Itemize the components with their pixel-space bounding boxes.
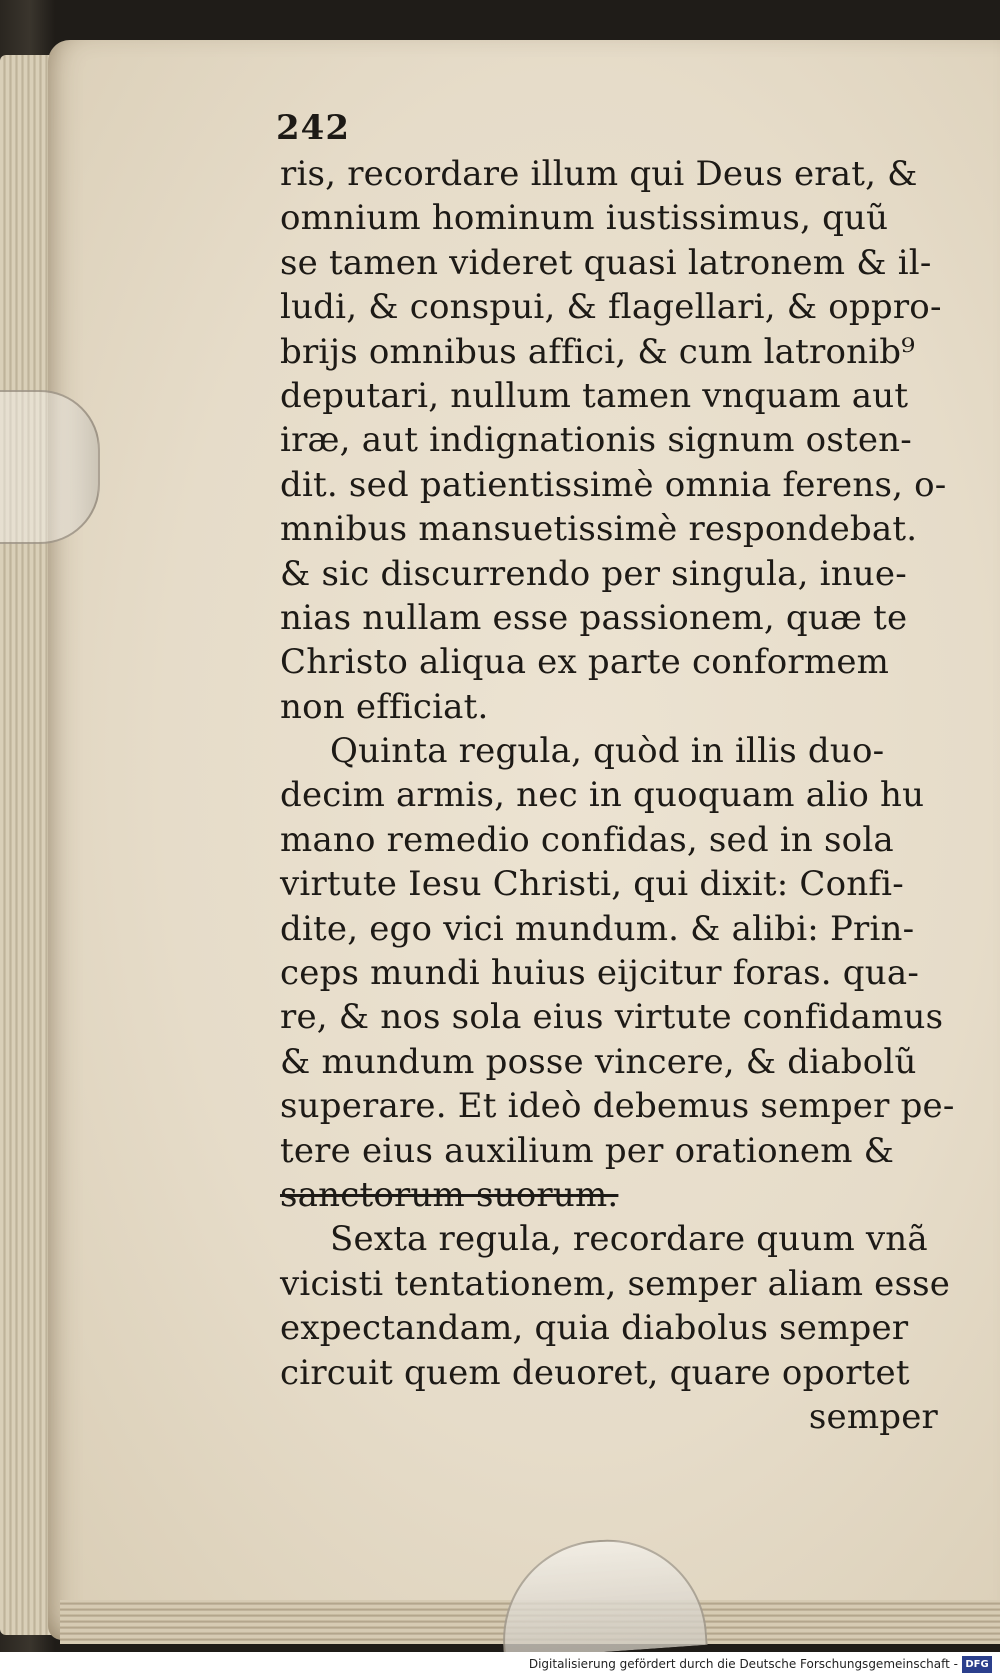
struck-through-line: sanctorum suorum. [280, 1174, 619, 1215]
text-line: brijs omnibus affici, & cum latronib⁹ [280, 331, 916, 372]
text-line: mnibus mansuetissimè respondebat. [280, 509, 918, 550]
text-line: ludi, & conspui, & flagellari, & oppro- [280, 287, 942, 328]
text-line: circuit quem deuoret, quare oportet [280, 1352, 910, 1393]
text-line: re, & nos sola eius virtute confidamus [280, 997, 944, 1038]
text-line: vicisti tentationem, semper aliam esse [280, 1263, 951, 1304]
page-text [280, 152, 960, 1439]
text-line: tere eius auxilium per orationem & [280, 1130, 895, 1171]
paragraph-start-line: Quinta regula, quòd in illis duo- [330, 731, 885, 772]
text-line: expectandam, quia diabolus semper [280, 1308, 909, 1349]
text-line: mano remedio confidas, sed in sola [280, 819, 894, 860]
text-line: se tamen videret quasi latronem & il- [280, 242, 932, 283]
text-line: dit. sed patientissimè omnia ferens, o- [280, 464, 947, 505]
text-line: Christo aliqua ex parte conformem [280, 642, 890, 683]
text-line: & sic discurrendo per singula, inue- [280, 553, 907, 594]
text-line: & mundum posse vincere, & diabolũ [280, 1041, 917, 1082]
text-line: nias nullam esse passionem, quæ te [280, 597, 908, 638]
text-line: virtute Iesu Christi, qui dixit: Confi- [280, 864, 904, 905]
text-line: decim armis, nec in quoquam alio hu [280, 775, 925, 816]
dfg-logo-icon: DFG [962, 1656, 992, 1673]
text-line: non efficiat. [280, 686, 489, 727]
catchword: semper [808, 1396, 938, 1437]
text-line: superare. Et ideò debemus semper pe- [280, 1086, 955, 1127]
paragraph-start-line: Sexta regula, recordare quum vnã [330, 1219, 928, 1260]
text-line: ceps mundi huius eijcitur foras. qua- [280, 953, 920, 994]
text-line: dite, ego vici mundum. & alibi: Prin- [280, 908, 915, 949]
text-line: ris, recordare illum qui Deus erat, & [280, 154, 918, 194]
footer-bar [0, 1652, 1000, 1679]
page-number: 242 [276, 108, 350, 148]
funding-credit: Digitalisierung gefördert durch die Deutsche Forschungsgemeinschaft - [528, 1657, 958, 1671]
text-line: iræ, aut indignationis signum osten- [280, 420, 912, 461]
text-line: deputari, nullum tamen vnquam aut [280, 375, 909, 416]
page-clip-left [0, 390, 100, 544]
text-line: omnium hominum iustissimus, quũ [280, 198, 889, 239]
